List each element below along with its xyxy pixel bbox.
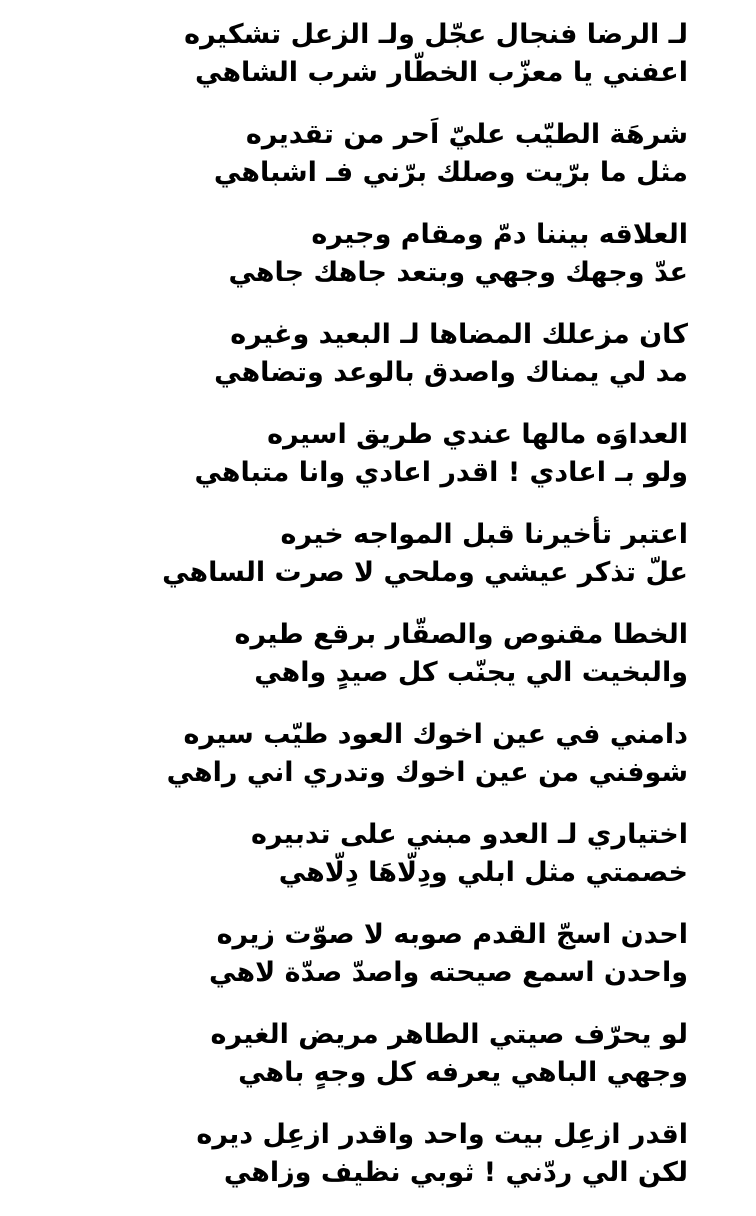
poem-stanza	[78, 316, 688, 416]
verse-line: مد لي يمناك واصدق بالوعد وتضاهي	[214, 357, 688, 388]
poem-stanza	[78, 416, 688, 516]
verse-line: خصمتي مثل ابلي ودِلّاهَا دِلّاهي	[278, 857, 688, 888]
verse-line: اقدر ازعِل بيت واحد واقدر ازعِل ديره	[196, 1119, 688, 1150]
verse-line: شوفني من عين اخوك وتدري اني راهي	[166, 757, 688, 788]
poem-stanza	[78, 216, 688, 316]
verse-line: الخطا مقنوص والصقّار برقع طيره	[234, 619, 688, 650]
verse-line: دامني في عين اخوك العود طيّب سيره	[183, 719, 688, 750]
verse-line: والبخيت الي يجنّب كل صيدٍ واهي	[254, 657, 688, 688]
verse-line: اعتبر تأخيرنا قبل المواجه خيره	[280, 519, 688, 550]
poem-stanza	[78, 16, 688, 116]
verse-line: مثل ما برّيت وصلك برّني فـ اشباهي	[213, 157, 688, 188]
verse-line: العداوَه مالها عندي طريق اسيره	[267, 419, 688, 450]
poem-stanza	[78, 716, 688, 816]
verse-line: لو يحرّف صيتي الطاهر مريض الغيره	[210, 1019, 688, 1050]
verse-line: العلاقه بيننا دمّ ومقام وجيره	[311, 219, 688, 250]
verse-line: شرهَة الطيّب عليّ اَحر من تقديره	[245, 119, 688, 150]
verse-line: كان مزعلك المضاها لـ البعيد وغيره	[230, 319, 688, 350]
verse-line: لـ الرضا فنجال عجّل ولـ الزعل تشكيره	[184, 19, 688, 50]
verse-line: لكن الي ردّني ! ثوبي نظيف وزاهي	[223, 1157, 688, 1188]
poem-stanza	[78, 916, 688, 1016]
verse-line: اعفني يا معزّب الخطّار شرب الشاهي	[195, 57, 688, 88]
verse-line: اختياري لـ العدو مبني على تدبيره	[250, 819, 688, 850]
verse-line: واحدن اسمع صيحته واصدّ صدّة لاهي	[209, 957, 688, 988]
verse-line: وجهي الباهي يعرفه كل وجهٍ باهي	[238, 1057, 688, 1088]
poem-stanza	[78, 516, 688, 616]
poem-stanza	[78, 1016, 688, 1116]
verse-line: علّ تذكر عيشي وملحي لا صرت الساهي	[162, 557, 688, 588]
verse-line: ولو بـ اعادي ! اقدر اعادي وانا متباهي	[194, 457, 688, 488]
poem-stanza	[78, 616, 688, 716]
verse-line: احدن اسجّ القدم صوبه لا صوّت زيره	[216, 919, 688, 950]
poem-stanza	[78, 816, 688, 916]
poem-stanza	[78, 1116, 688, 1216]
poem-stanza	[78, 116, 688, 216]
poem	[78, 16, 688, 1216]
verse-line: عدّ وجهك وجهي وبتعد جاهك جاهي	[228, 257, 688, 288]
